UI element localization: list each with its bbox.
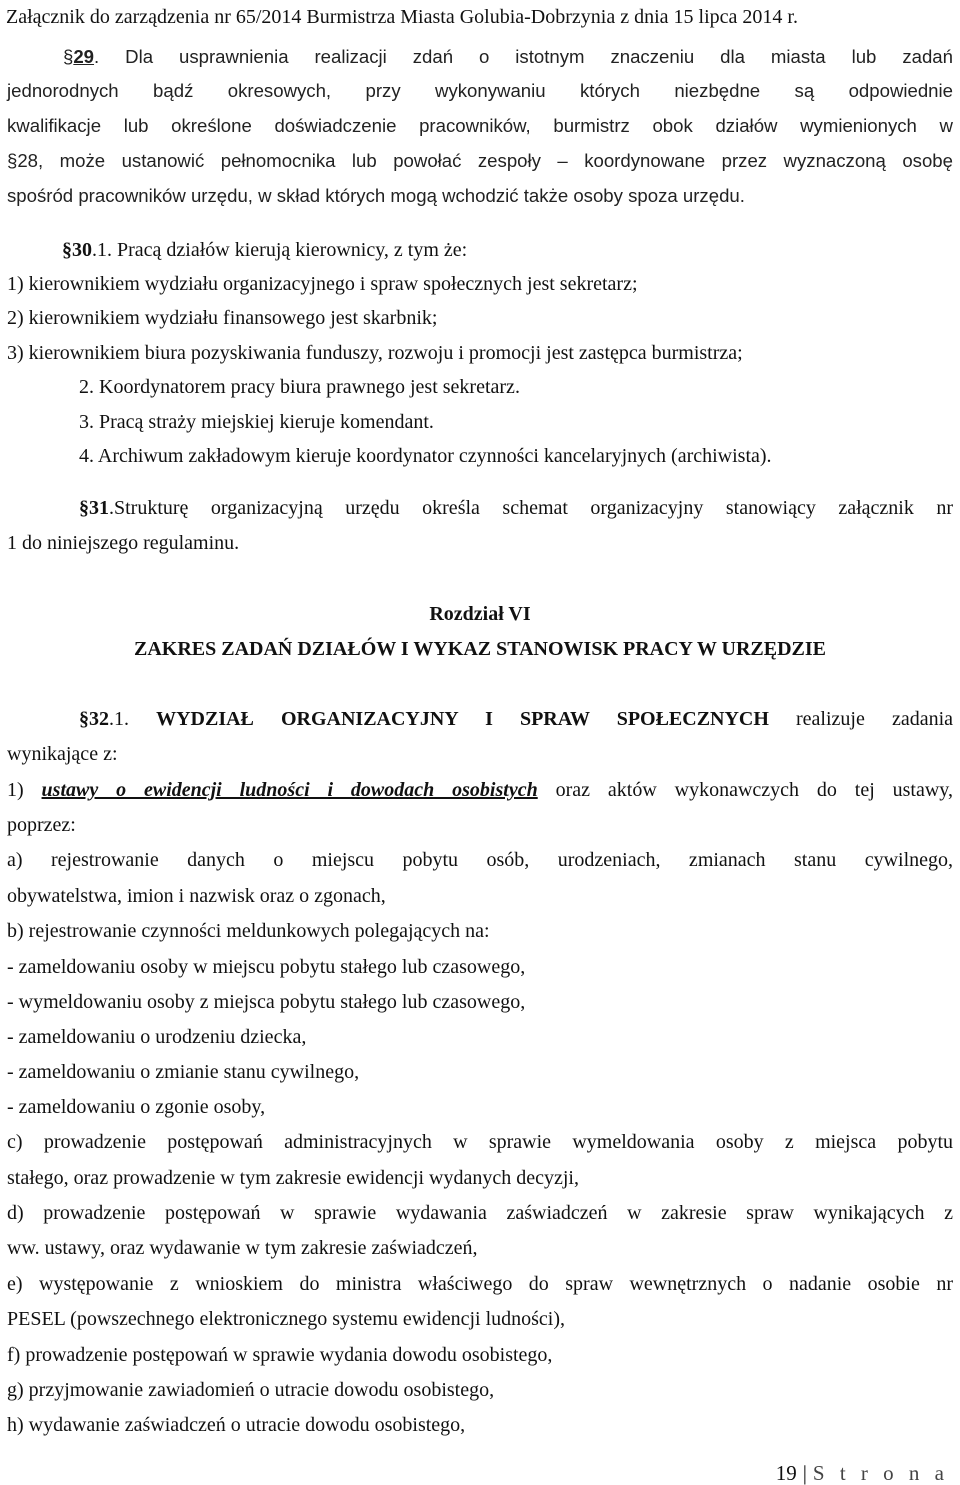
paragraph-32-list-line: g) przyjmowanie zawiadomień o utracie dowodu osobistego, — [7, 1379, 495, 1401]
paragraph-32-text-3c: oraz aktów wykonawczych do tej ustawy, — [537, 779, 953, 801]
page-footer — [776, 1461, 949, 1485]
section-sign-29: § — [63, 46, 74, 67]
paragraph-32-line-1 — [79, 706, 953, 732]
document-header: Załącznik do zarządzenia nr 65/2014 Burmistrza Miasta Golubia-Dobrzynia z dnia 15 lipca 2014 r. — [6, 6, 798, 28]
paragraph-30-item: 2) kierownikiem wydziału finansowego jest skarbnik; — [7, 307, 438, 329]
paragraph-32-list-line: b) rejestrowanie czynności meldunkowych polegających na: — [7, 920, 490, 942]
paragraph-30-number: 30 — [72, 239, 92, 261]
section-sign-30: § — [62, 239, 72, 261]
paragraph-32-list-line: - zameldowaniu osoby w miejscu pobytu stałego lub czasowego, — [7, 956, 526, 978]
paragraph-30-item: 3) kierownikiem biura pozyskiwania funduszy, rozwoju i promocji jest zastępca burmistrza; — [7, 342, 743, 364]
chapter-title: Rozdział VI — [429, 603, 531, 625]
paragraph-31-line-2: 1 do niniejszego regulaminu. — [7, 532, 240, 554]
department-name: WYDZIAŁ ORGANIZACYJNY I SPRAW SPOŁECZNYCH — [156, 708, 769, 730]
paragraph-32-list-line: h) wydawanie zaświadczeń o utracie dowodu osobistego, — [7, 1414, 466, 1436]
paragraph-30-item: 3. Pracą straży miejskiej kieruje komendant. — [79, 411, 434, 433]
paragraph-31-text-1: .Strukturę organizacyjną urzędu określa schemat organizacyjny stanowiący załącznik nr — [109, 497, 953, 519]
statute-name: ustawy o ewidencji ludności i dowodach osobistych — [41, 779, 538, 801]
paragraph-29-line-1 — [7, 44, 953, 70]
paragraph-32-list-line: - wymeldowaniu osoby z miejsca pobytu stałego lub czasowego, — [7, 991, 526, 1013]
paragraph-32-list-line: - zameldowaniu o zgonie osoby, — [7, 1096, 266, 1118]
paragraph-30-item: 2. Koordynatorem pracy biura prawnego jest sekretarz. — [79, 376, 520, 398]
paragraph-29-line-5: spośród pracowników urzędu, w skład których mogą wchodzić także osoby spoza urzędu. — [7, 185, 745, 206]
chapter-subtitle: ZAKRES ZADAŃ DZIAŁÓW I WYKAZ STANOWISK PRACY W URZĘDZIE — [134, 638, 826, 660]
paragraph-32-list-line: f) prowadzenie postępowań w sprawie wydania dowodu osobistego, — [7, 1344, 553, 1366]
paragraph-31-line-1 — [79, 495, 953, 521]
paragraph-32-number: 32 — [89, 708, 109, 730]
section-sign-32: § — [79, 708, 89, 730]
paragraph-32-list-line: ww. ustawy, oraz wydawanie w tym zakresie zaświadczeń, — [7, 1237, 478, 1259]
footer-separator: | — [802, 1461, 807, 1485]
paragraph-32-text-3a: 1) — [7, 779, 42, 801]
paragraph-32-list-line: - zameldowaniu o urodzeniu dziecka, — [7, 1026, 307, 1048]
paragraph-32-list-line: c) prowadzenie postępowań administracyjnych w sprawie wymeldowania osoby z miejsca pobytu — [7, 1131, 953, 1153]
paragraph-32-list-line: - zameldowaniu o zmianie stanu cywilnego, — [7, 1061, 360, 1083]
section-sign: § — [7, 150, 18, 171]
paragraph-30-text-1: .1. Pracą działów kierują kierownicy, z tym że: — [92, 239, 468, 261]
paragraph-32-text-1a: .1. — [109, 708, 157, 730]
paragraph-32-list-line: PESEL (powszechnego elektronicznego systemu ewidencji ludności), — [7, 1308, 565, 1330]
paragraph-29-line-4 — [7, 148, 953, 174]
page-label: S t r o n a — [812, 1461, 949, 1485]
section-sign-31: § — [79, 497, 89, 519]
paragraph-32-line-4: poprzez: — [7, 814, 76, 836]
paragraph-32-line-3 — [7, 777, 953, 803]
paragraph-32-list-line: obywatelstwa, imion i nazwisk oraz o zgonach, — [7, 885, 386, 907]
paragraph-29-line-3: kwalifikacje lub określone doświadczenie pracowników, burmistrz obok działów wymienionych w — [7, 115, 953, 136]
paragraph-32-list-line: d) prowadzenie postępowań w sprawie wydawania zaświadczeń w zakresie spraw wynikających z — [7, 1202, 953, 1224]
paragraph-29-line-2: jednorodnych bądź okresowych, przy wykonywaniu których niezbędne są odpowiednie — [7, 80, 953, 101]
paragraph-31-number: 31 — [89, 497, 109, 519]
paragraph-29-text-1: . Dla usprawnienia realizacji zdań o istotnym znaczeniu dla miasta lub zadań — [94, 46, 953, 67]
paragraph-29-number: 29 — [73, 46, 95, 67]
paragraph-32-list-line: e) występowanie z wnioskiem do ministra właściwego do spraw wewnętrznych o nadanie osobie nr — [7, 1273, 953, 1295]
paragraph-32-line-2: wynikające z: — [7, 743, 118, 765]
paragraph-29-text-4: 28, może ustanowić pełnomocnika lub powołać zespoły – koordynowane przez wyznaczoną osobę — [17, 150, 953, 171]
paragraph-30-line-1 — [62, 237, 953, 263]
paragraph-32-list-line: stałego, oraz prowadzenie w tym zakresie ewidencji wydanych decyzji, — [7, 1167, 579, 1189]
paragraph-32-list-line: a) rejestrowanie danych o miejscu pobytu osób, urodzeniach, zmianach stanu cywilnego, — [7, 849, 953, 871]
paragraph-30-item: 4. Archiwum zakładowym kieruje koordynator czynności kancelaryjnych (archiwista). — [79, 445, 772, 467]
paragraph-32-text-1c: realizuje zadania — [768, 708, 954, 730]
paragraph-30-item: 1) kierownikiem wydziału organizacyjnego i spraw społecznych jest sekretarz; — [7, 273, 638, 295]
page-number: 19 — [775, 1461, 797, 1485]
